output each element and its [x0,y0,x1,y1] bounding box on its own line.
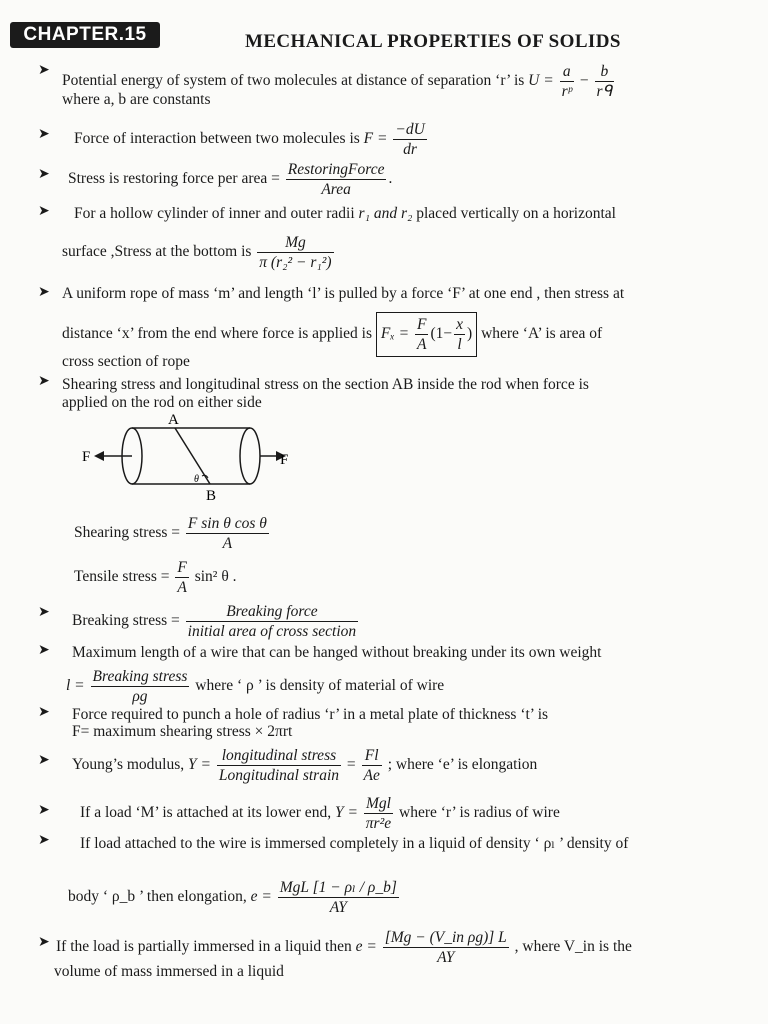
b7-frac: $\frac{\text{Breaking force}}{\text{initial area of cross section}}$ [187,603,357,640]
bullet-4 [74,204,616,224]
b8-line1: Maximum length of a wire that can be hanged without breaking under its own weight [72,644,602,661]
label-a: A [168,412,179,428]
label-theta: θ [194,474,199,485]
b5-formula-box: Fₓ = $\frac{F}{A}$ (1− $\frac{x}{l}$ ) [376,312,477,357]
b11-after: where ‘r’ is radius of wire [399,804,560,822]
b13-text-a: If the load is partially immersed in a liquid then [56,938,352,956]
b7-label: Breaking stress = [72,612,180,630]
tensile-label: Tensile stress = [74,568,170,586]
b3-text: Stress is restoring force per area = [68,170,280,188]
page-title: MECHANICAL PROPERTIES OF SOLIDS [245,31,621,52]
bullet-2 [74,120,429,159]
b6-line1: Shearing stress and longitudinal stress on the section AB inside the rod when force is [62,376,589,393]
b13-line2: volume of mass immersed in a liquid [54,963,284,980]
bullet-3: Stress is restoring force per area = $\frac{\text{RestoringForce}}{\text{Area}}$ . [68,161,393,198]
b8-after: where ‘ ρ ’ is density of material of wire [195,677,445,695]
b1-text: Potential energy of system of two molecules at distance of separation ‘r’ is [62,72,525,90]
b12-eq: e = [250,888,272,906]
tensile-stress [74,558,237,597]
b11-frac: $\frac{\text{Mgl}}{\text{πr²e}}$ [365,795,392,832]
b6-line2: applied on the rod on either side [62,394,262,411]
b1-eq: U = [528,72,554,90]
label-f-left: F [82,449,91,465]
b3-frac: $\frac{\text{RestoringForce}}{\text{Area}}$ [287,161,385,198]
b10-eq: Y = [188,756,211,774]
cylinder-diagram [80,412,310,504]
b5-line2 [62,312,602,357]
b4-radii: r₁ and r₂ [358,205,413,222]
b13-frac: $\frac{\text{[Mg − (V\_in ρg)] L}}{AY}$ [384,929,507,966]
bullet-7 [72,602,360,641]
b10-after: ; where ‘e’ is elongation [387,756,538,774]
b12-line1: If load attached to the wire is immersed completely in a liquid of density ‘ ρₗ ’ density of [80,835,629,852]
b8-frac: $\frac{\text{Breaking stress}}{\rho g}$ [92,668,188,705]
label-b: B [206,488,217,504]
shear-label: Shearing stress = [74,524,181,542]
b13-text-b: , where V_in is the [514,938,632,956]
bullet-arrow-icon: ➤ [38,934,50,950]
bullet-arrow-icon: ➤ [38,752,50,768]
b12-line2-text: body ‘ ρ_b ’ then elongation, [68,888,247,906]
bullet-arrow-icon: ➤ [38,62,50,78]
bullet-arrow-icon: ➤ [38,373,50,389]
b8-eq: l = [66,677,85,695]
bullet-arrow-icon: ➤ [38,642,50,658]
shear-frac: $\frac{\text{F sin θ cos θ}}{A}$ [187,515,267,552]
bullet-arrow-icon: ➤ [38,832,50,848]
b13-eq: e = [355,938,377,956]
bullet-arrow-icon: ➤ [38,126,50,142]
b8-line2 [66,667,444,706]
left-arrow-icon [94,451,104,461]
b2-text: Force of interaction between two molecules is [74,130,360,148]
bullet-arrow-icon: ➤ [38,704,50,720]
b5-after: where ‘A’ is area of [481,325,603,343]
b9-line2: F= maximum shearing stress × 2πrt [72,723,293,740]
b1-frac-a: $\frac{a}{\text{rᵖ}}$ [561,63,572,100]
b1-line2: where a, b are constants [62,91,211,108]
bullet-arrow-icon: ➤ [38,166,50,182]
chapter-label: CHAPTER.15 [10,22,160,48]
bullet-arrow-icon: ➤ [38,604,50,620]
b10-eq2: = [346,756,356,774]
tensile-after: sin² θ . [194,568,237,586]
b9-line1: Force required to punch a hole of radius ‘r’ in a metal plate of thickness ‘t’ is [72,706,549,723]
bullet-arrow-icon: ➤ [38,284,50,300]
b11-eq: Y = [334,804,358,822]
b5-line2-text: distance ‘x’ from the end where force is applied is [62,325,373,343]
b10-frac: $\frac{\text{longitudinal stress}}{\text{Longitudinal strain}}$ [218,747,340,784]
tensile-frac: $\frac{F}{A}$ [177,559,187,596]
b1-minus: − [579,72,589,90]
shear-stress [74,514,271,553]
bullet-10 [72,746,537,785]
b2-eq: F = [363,130,388,148]
b4-line2-text: surface ,Stress at the bottom is [62,243,252,261]
b10-label: Young’s modulus, [72,756,185,774]
b12-frac: $\frac{\text{MgL [1 − ρₗ / ρ\_b]}}{AY}$ [279,879,397,916]
b4-text-c: placed vertically on a horizontal [416,205,616,222]
b1-frac-b: $\frac{b}{\text{rᑫ}}$ [596,63,613,100]
b4-text-a: For a hollow cylinder of inner and outer radii [74,205,355,222]
b5-line3: cross section of rope [62,353,190,370]
b11-text: If a load ‘M’ is attached at its lower end, [80,804,332,822]
b2-frac: $\frac{-dU}{dr}$ [395,121,425,158]
bullet-11 [80,794,560,833]
bullet-arrow-icon: ➤ [38,802,50,818]
b10-frac2: $\frac{Fl}{Ae}$ [363,747,380,784]
label-f-right: F [280,452,289,468]
bullet-arrow-icon: ➤ [38,203,50,219]
b4-line2 [62,233,336,272]
b12-line2 [68,878,401,917]
b5-line1: A uniform rope of mass ‘m’ and length ‘l’ is pulled by a force ‘F’ at one end , then stress at [62,285,625,302]
b4-frac: $\frac{Mg}{\text{π (r₂² − r₁²)}}$ [259,234,332,271]
